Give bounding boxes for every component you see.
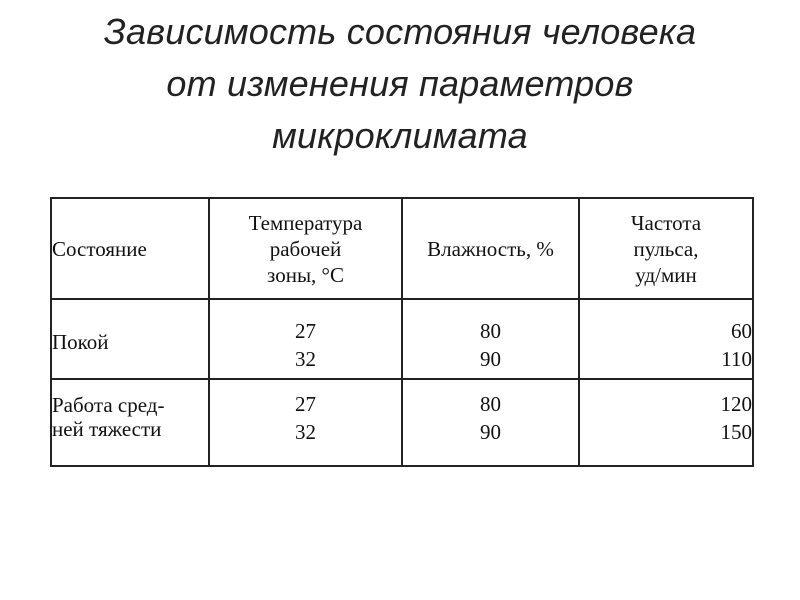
cell-temperature [209, 299, 402, 379]
cell-temperature [209, 379, 402, 466]
pulse-value: 150 [720, 420, 752, 444]
state-text: Покой [52, 330, 109, 354]
header-temperature [209, 198, 402, 299]
humidity-value: 90 [480, 347, 501, 371]
cell-humidity [402, 379, 579, 466]
pulse-value: 60 [731, 319, 752, 343]
cell-humidity [402, 299, 579, 379]
table-row [51, 299, 753, 379]
pulse-value: 110 [721, 347, 752, 371]
header-temperature-line: Температура [248, 210, 363, 235]
microclimate-table [50, 197, 754, 467]
header-state-label: Состояние [52, 236, 147, 261]
cell-state [51, 299, 209, 379]
title-line-3: микроклимата [272, 115, 528, 156]
table-header-row [51, 198, 753, 299]
temperature-value: 32 [295, 420, 316, 444]
header-pulse-line: уд/мин [635, 262, 697, 287]
header-state [51, 198, 209, 299]
table-row [51, 379, 753, 466]
cell-pulse [579, 379, 753, 466]
header-pulse-line: пульса, [633, 236, 699, 261]
header-temperature-line: рабочей [269, 236, 342, 261]
header-temperature-line: зоны, °С [267, 262, 344, 287]
humidity-value: 80 [480, 392, 501, 416]
header-humidity [402, 198, 579, 299]
header-humidity-label: Влажность, % [427, 236, 554, 261]
cell-state [51, 379, 209, 466]
temperature-value: 27 [295, 392, 316, 416]
humidity-value: 90 [480, 420, 501, 444]
page-title [0, 6, 800, 162]
pulse-value: 120 [720, 392, 752, 416]
header-pulse [579, 198, 753, 299]
title-line-1: Зависимость состояния человека [103, 11, 697, 52]
temperature-value: 32 [295, 347, 316, 371]
cell-pulse [579, 299, 753, 379]
humidity-value: 80 [480, 319, 501, 343]
header-pulse-line: Частота [630, 210, 702, 235]
state-text: Работа сред- [52, 393, 165, 417]
temperature-value: 27 [295, 319, 316, 343]
state-text: ней тяжести [52, 417, 162, 441]
title-line-2: от изменения параметров [166, 63, 634, 104]
